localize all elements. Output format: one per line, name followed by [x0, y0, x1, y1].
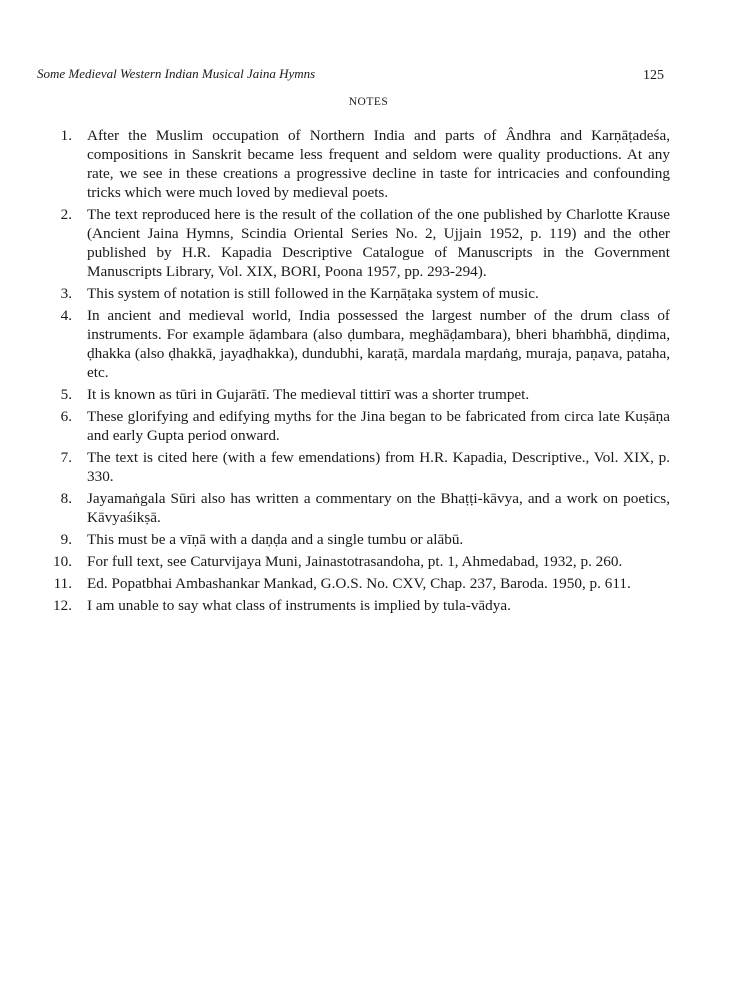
- note-text: I am unable to say what class of instruments is implied by tula-vādya.: [87, 597, 511, 614]
- note-item: [30, 574, 670, 593]
- note-number: 12.: [53, 597, 72, 614]
- note-text: Jayamaṅgala Sūri also has written a commentary on the Bhaṭṭi-kāvya, and a work on poetics, Kāvyaśikṣā.: [87, 490, 670, 526]
- note-number: 1.: [60, 127, 72, 144]
- note-text: These glorifying and edifying myths for the Jina began to be fabricated from circa late Kuṣāṇa and early Gupta period onward.: [87, 408, 670, 444]
- note-text: After the Muslim occupation of Northern India and parts of Ândhra and Karṇāṭadeśa, compositions in Sanskrit became less frequent and seldom were quality productions. At any rate, we see in these creations a progressive decline in taste for intricacies and confounding tricks which were much loved by medieval poets.: [87, 127, 670, 201]
- note-number: 4.: [60, 307, 72, 324]
- page-number: 125: [643, 68, 664, 83]
- note-number: 6.: [60, 408, 72, 425]
- note-text: The text is cited here (with a few emendations) from H.R. Kapadia, Descriptive., Vol. XIX, p. 330.: [87, 449, 670, 485]
- note-item: [30, 596, 670, 615]
- note-item: [30, 385, 670, 404]
- note-number: 9.: [60, 531, 72, 548]
- note-text: This must be a vīṇā with a daṇḍa and a single tumbu or alābū.: [87, 531, 464, 548]
- note-text: The text reproduced here is the result of the collation of the one published by Charlotte Krause (Ancient Jaina Hymns, Scindia Oriental Series No. 2, Ujjain 1952, p. 119) and the other published by H.R. Kapadia Descriptive Catalogue of Manuscripts in the Government Manuscripts Library, Vol. XIX, BORI, Poona 1957, pp. 293-294).: [87, 206, 670, 280]
- note-number: 7.: [60, 449, 72, 466]
- note-item: [30, 205, 670, 281]
- notes-heading: NOTES: [348, 96, 389, 108]
- note-text: Ed. Popatbhai Ambashankar Mankad, G.O.S. No. CXV, Chap. 237, Baroda. 1950, p. 611.: [87, 575, 631, 592]
- note-item: [30, 448, 670, 486]
- note-text: This system of notation is still followed in the Karṇāṭaka system of music.: [87, 285, 539, 302]
- note-number: 11.: [53, 575, 72, 592]
- note-item: [30, 552, 670, 571]
- note-item: [30, 530, 670, 549]
- note-text: For full text, see Caturvijaya Muni, Jainastotrasandoha, pt. 1, Ahmedabad, 1932, p. 260.: [87, 553, 623, 570]
- note-item: [30, 489, 670, 527]
- note-text: It is known as tūri in Gujarātī. The medieval tittirī was a shorter trumpet.: [87, 386, 530, 403]
- notes-list: [30, 126, 670, 615]
- note-item: [30, 126, 670, 202]
- note-number: 10.: [53, 553, 72, 570]
- note-number: 5.: [60, 386, 72, 403]
- note-number: 2.: [60, 206, 72, 223]
- note-item: [30, 306, 670, 382]
- note-item: [30, 407, 670, 445]
- note-text: In ancient and medieval world, India possessed the largest number of the drum class of instruments. For example āḍambara (also ḍumbara, meghāḍambara), bheri bhaṁbhā, diṇḍima, ḍhakka (also ḍhakkā, jayaḍhakka), dundubhi, karaṭā, mardala maṛdaṅg, muraja, paṇava, pataha, etc.: [87, 307, 670, 381]
- note-number: 8.: [60, 490, 72, 507]
- running-head-title: Some Medieval Western Indian Musical Jaina Hymns: [37, 66, 316, 81]
- note-item: [30, 284, 670, 303]
- note-number: 3.: [60, 285, 72, 302]
